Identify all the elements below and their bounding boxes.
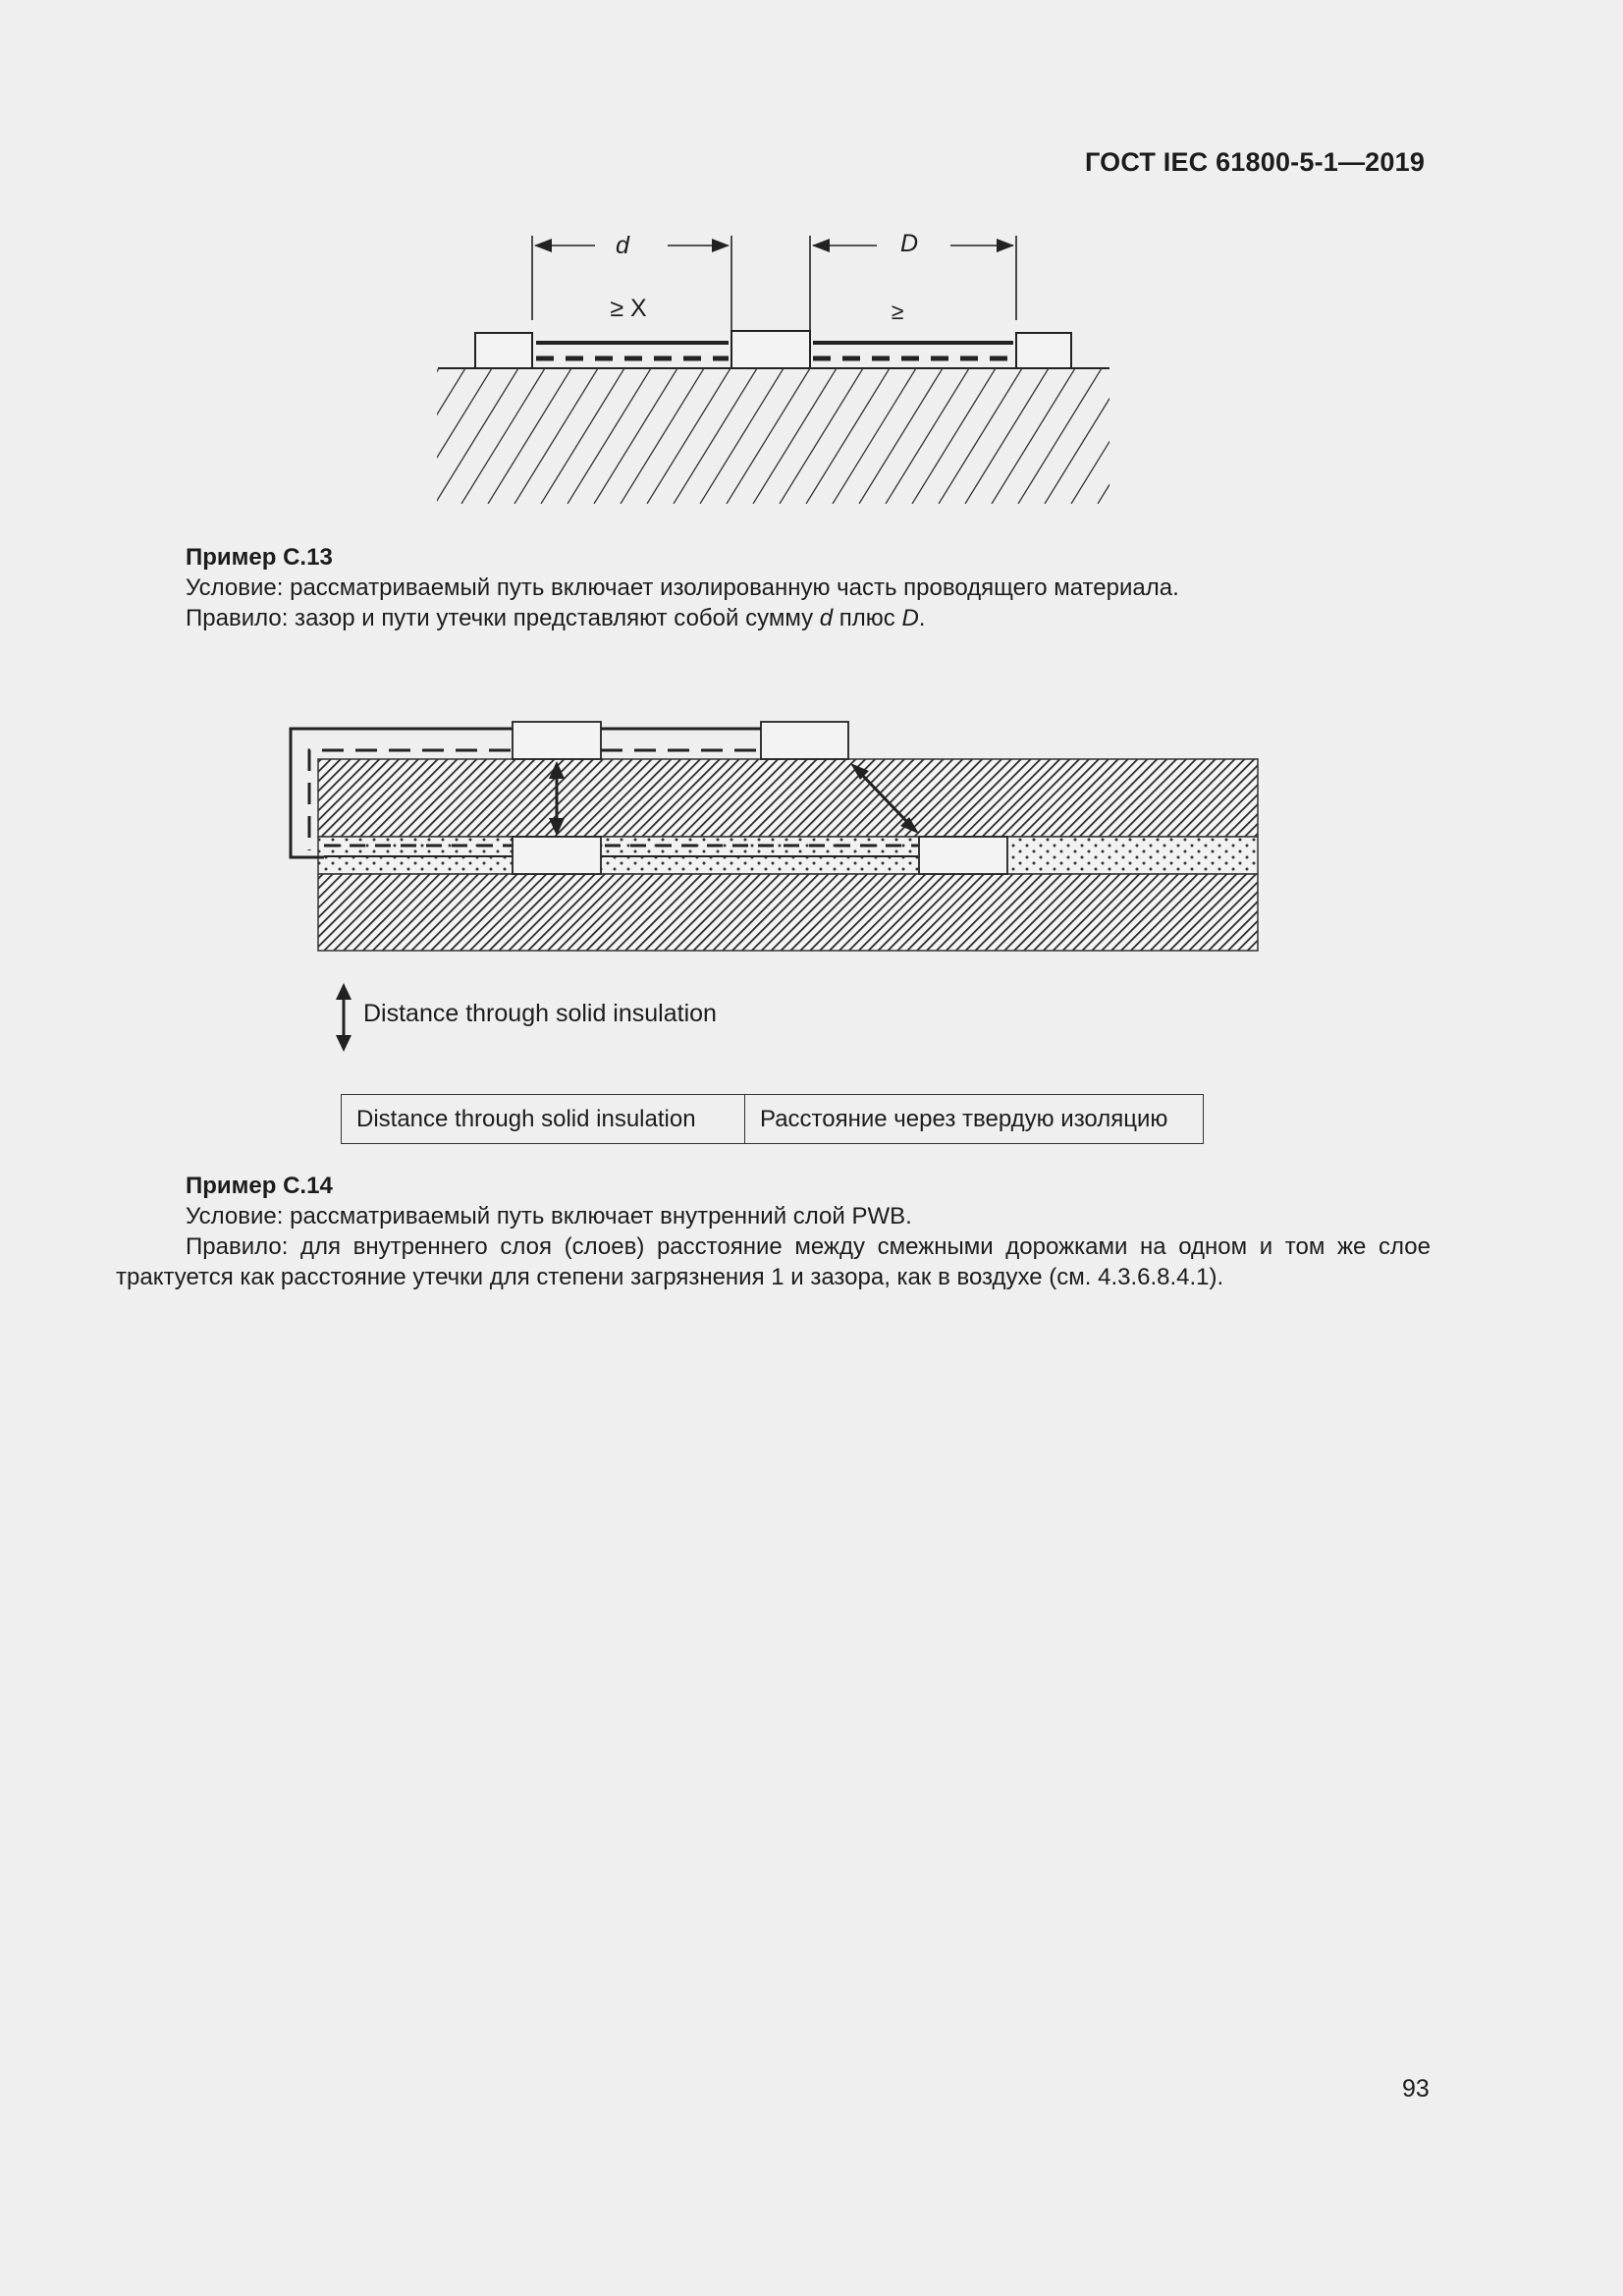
arrowhead xyxy=(712,239,730,252)
rule-text: Правило: зазор и пути утечки представляют собой сумму xyxy=(186,605,820,631)
example-c14-condition: Условие: рассматриваемый путь включает внутренний слой PWB. xyxy=(186,1203,912,1230)
inner-conductor xyxy=(513,837,601,874)
hatch-line xyxy=(939,368,1022,504)
hatch-line xyxy=(621,368,704,504)
figure-c13 xyxy=(329,230,1208,504)
arrowhead xyxy=(336,983,352,1000)
hatch-line xyxy=(727,368,810,504)
legend-table xyxy=(341,1094,1204,1144)
legend-cell-en: Distance through solid insulation xyxy=(342,1095,745,1144)
arrowhead xyxy=(336,1035,352,1052)
document-code-header: ГОСТ IEC 61800-5-1—2019 xyxy=(1085,147,1426,177)
conductor-block xyxy=(731,331,810,368)
hatch-line xyxy=(568,368,651,504)
example-c13-rule xyxy=(186,603,1179,633)
top-conductor xyxy=(761,722,848,759)
hatch-line xyxy=(382,368,465,504)
hatch-line xyxy=(674,368,757,504)
rule-var-D: D xyxy=(901,605,919,631)
example-c14-rule-line2: трактуется как расстояние утечки для степени загрязнения 1 и зазора, как в воздухе (см. 4.3.6.8.4.1). xyxy=(116,1264,1224,1290)
hatch-line xyxy=(408,368,492,504)
hatch-line xyxy=(329,368,412,504)
hatch-line xyxy=(1124,368,1208,504)
hatch-line xyxy=(700,368,784,504)
legend-cell-ru: Расстояние через твердую изоляцию xyxy=(745,1095,1204,1144)
hatch-line xyxy=(780,368,863,504)
hatch-line xyxy=(753,368,837,504)
hatch-line xyxy=(992,368,1075,504)
hatch-line xyxy=(859,368,943,504)
conductor-block xyxy=(1016,333,1071,368)
hatch-line xyxy=(1098,368,1181,504)
top-conductor xyxy=(513,722,601,759)
hatch-line xyxy=(488,368,571,504)
base-hatching xyxy=(329,368,1208,504)
inner-conductor xyxy=(919,837,1007,874)
example-c13 xyxy=(186,542,1179,633)
example-c14 xyxy=(186,1171,912,1231)
dim-label-d: d xyxy=(616,232,629,259)
example-c13-title: Пример С.13 xyxy=(186,544,333,571)
arrowhead xyxy=(812,239,830,252)
hatch-line xyxy=(1071,368,1155,504)
page-number: 93 xyxy=(1402,2075,1430,2103)
rule-text: . xyxy=(918,605,926,631)
hatch-line xyxy=(806,368,890,504)
example-c13-condition: Условие: рассматриваемый путь включает изолированную часть проводящего материала. xyxy=(186,574,1179,601)
hatch-line xyxy=(461,368,545,504)
hatch-line xyxy=(647,368,730,504)
hatch-line xyxy=(435,368,518,504)
hatch-line xyxy=(833,368,916,504)
hatch-line xyxy=(1045,368,1128,504)
arrowhead xyxy=(997,239,1014,252)
ge-x-label: ≥ X xyxy=(610,295,647,322)
dim-label-D: D xyxy=(899,230,919,257)
hatch-line xyxy=(594,368,677,504)
conductor-block xyxy=(475,333,532,368)
example-c14-title: Пример С.14 xyxy=(186,1173,333,1199)
legend-label: Distance through solid insulation xyxy=(363,1000,717,1027)
hatch-line xyxy=(965,368,1049,504)
ge-label: ≥ xyxy=(891,299,904,324)
hatch-line xyxy=(1018,368,1102,504)
insulation-layer-bottom xyxy=(318,874,1258,951)
arrowhead xyxy=(534,239,552,252)
rule-text: плюс xyxy=(833,605,902,631)
example-c14-rule-line1: Правило: для внутреннего слоя (слоев) расстояние между смежными дорожками на одном и том же слое xyxy=(186,1233,1431,1260)
hatch-line xyxy=(514,368,598,504)
hatch-line xyxy=(912,368,996,504)
insulation-layer-top xyxy=(318,759,1258,837)
hatch-line xyxy=(355,368,439,504)
hatch-line xyxy=(886,368,969,504)
hatch-line xyxy=(541,368,624,504)
example-c14-rule xyxy=(116,1231,1431,1292)
legend-table-row xyxy=(342,1095,1204,1144)
rule-var-d: d xyxy=(819,605,834,631)
